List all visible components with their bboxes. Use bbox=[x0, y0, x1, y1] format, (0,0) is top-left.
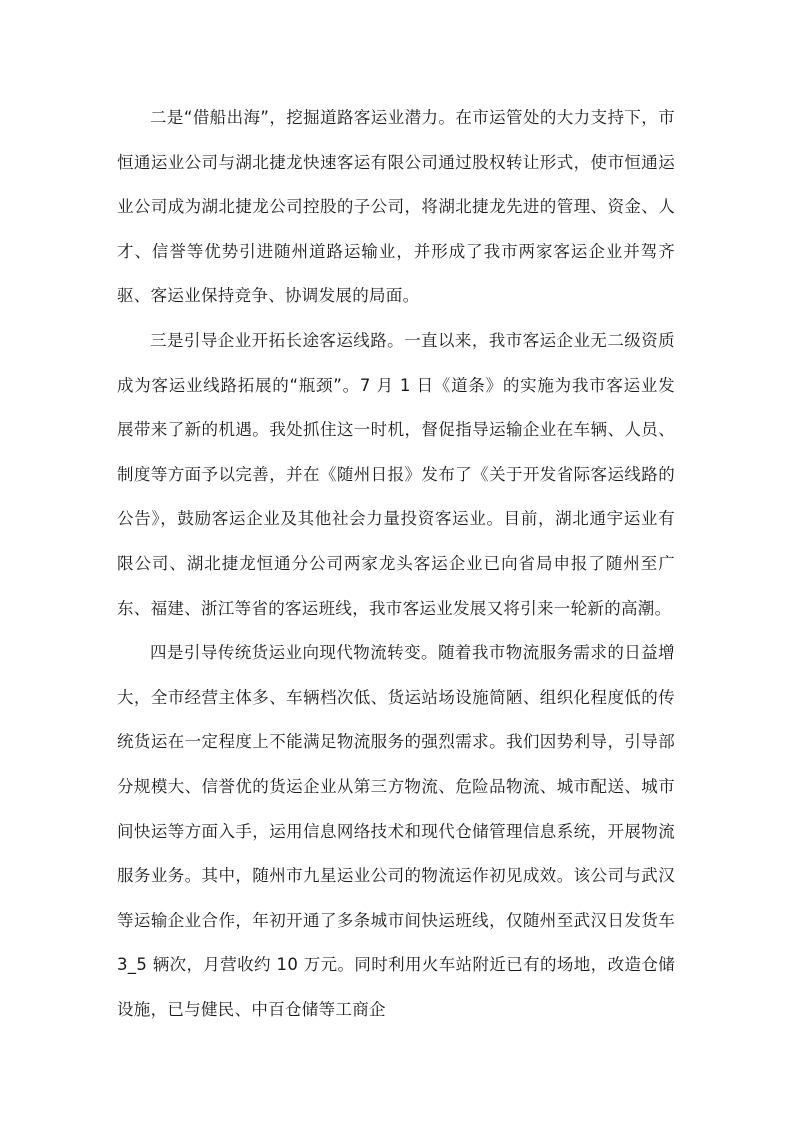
paragraph-modern-logistics: 四是引导传统货运业向现代物流转变。随着我市物流服务需求的日益增大，全市经营主体多、车辆档次低、货运站场设施简陋、组织化程度低的传统货运在一定程度上不能满足物流服务的强烈需求。我们因势利导，引导部分规模大、信誉优的货运企业从第三方物流、危险品物流、城市配送、城市间快运等方面入手，运用信息网络技术和现代仓储管理信息系统，开展物流服务业务。其中，随州市九星运业公司的物流运作初见成效。该公司与武汉等运输企业合作，年初开通了多条城市间快运班线，仅随州至武汉日发货车 3_5 辆次，月营收约 10 万元。同时利用火车站附近已有的场地，改造仓储设施，已与健民、中百仓储等工商企 bbox=[117, 643, 675, 1019]
paragraph-borrow-ship: 二是“借船出海”，挖掘道路客运业潜力。在市运管处的大力支持下，市恒通运业公司与湖北捷龙快速客运有限公司通过股权转让形式，使市恒通运业公司成为湖北捷龙公司控股的子公司，将湖北捷龙先进的管理、资金、人才、信誉等优势引进随州道路运输业，并形成了我市两家客运企业并驾齐驱、客运业保持竞争、协调发展的局面。 bbox=[117, 108, 675, 306]
document-body bbox=[117, 96, 675, 1032]
paragraph-long-distance-routes: 三是引导企业开拓长途客运线路。一直以来，我市客运企业无二级资质成为客运业线路拓展的“瓶颈”。7 月 1 日《道条》的实施为我市客运业发展带来了新的机遇。我处抓住这一时机，督促指导运输企业在车辆、人员、制度等方面予以完善，并在《随州日报》发布了《关于开发省际客运线路的公告》，鼓励客运企业及其他社会力量投资客运业。目前，湖北通宇运业有限公司、湖北捷龙恒通分公司两家龙头客运企业已向省局申报了随州至广东、福建、浙江等省的客运班线，我市客运业发展又将引来一轮新的高潮。 bbox=[117, 330, 675, 618]
